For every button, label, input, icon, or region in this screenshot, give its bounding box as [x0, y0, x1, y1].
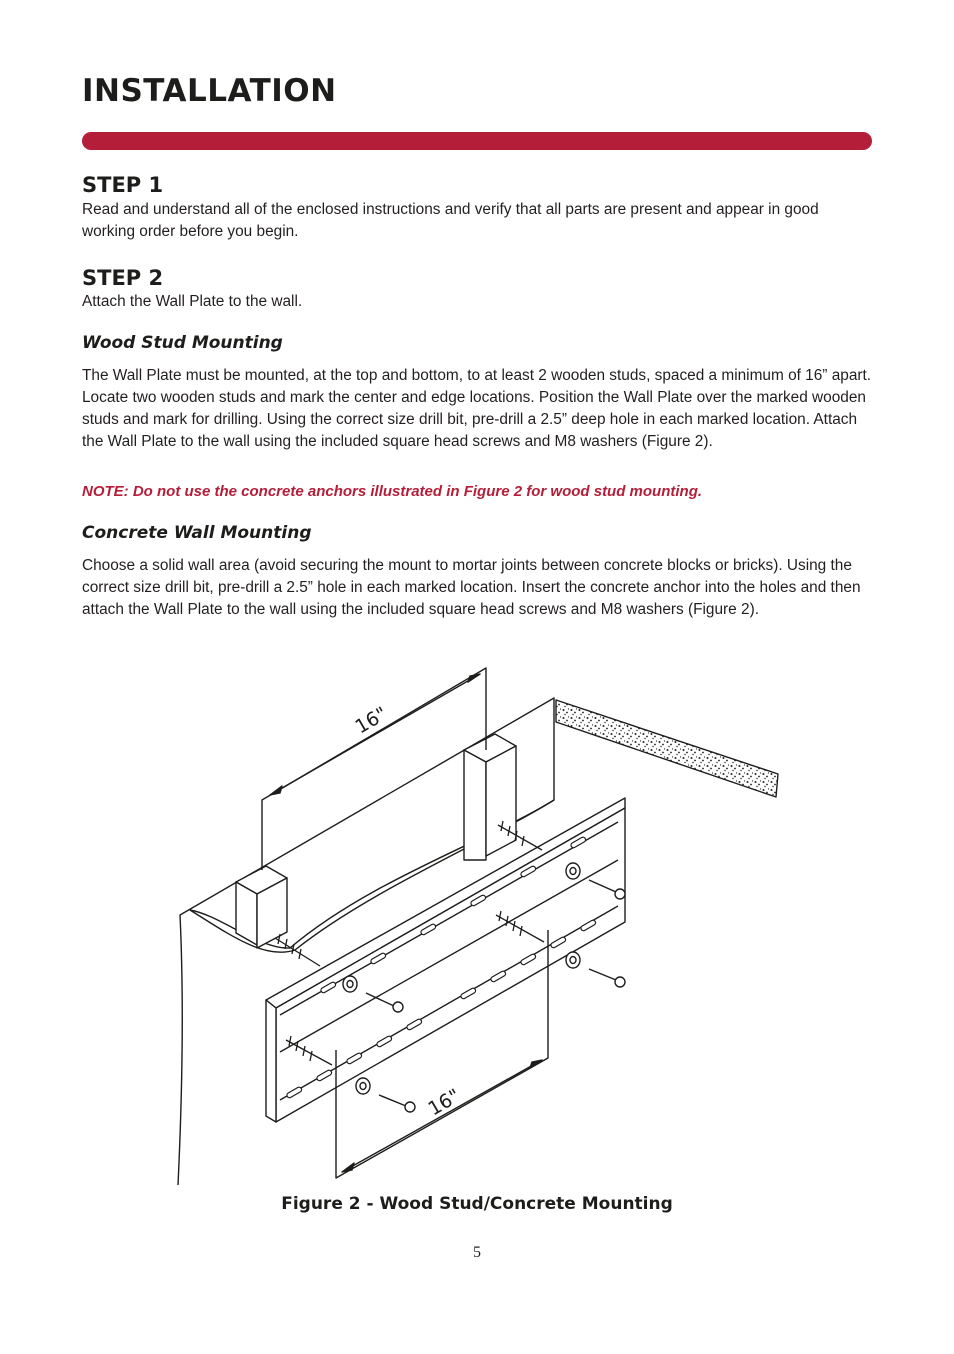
concrete-wall-section [556, 700, 778, 797]
figure-caption: Figure 2 - Wood Stud/Concrete Mounting [281, 1194, 673, 1214]
dimension-label-top: 16" [351, 702, 392, 739]
wood-stud-text: The Wall Plate must be mounted, at the top and bottom, to at least 2 wooden studs, spaced a minimum of 16” apart. Locate two wooden studs and mark the center and edge locations. Position the Wall Plate over the marked wooden studs and mark for drilling. Using the correct size drill bit, pre-drill a 2.5” deep hole in each marked location. Attach the Wall Plate to the wall using the included square head screws and M8 washers (Figure 2). [82, 367, 872, 450]
dimension-label-bottom: 16" [424, 1084, 465, 1121]
wood-stud-heading: Wood Stud Mounting [82, 333, 283, 353]
wood-stud-note: NOTE: Do not use the concrete anchors illustrated in Figure 2 for wood stud mounting. [82, 483, 703, 500]
step1-heading: STEP 1 [82, 173, 164, 197]
wall-plate-mounting-illustration [170, 660, 790, 1190]
dimension-top [262, 668, 486, 870]
concrete-wall-heading: Concrete Wall Mounting [82, 523, 312, 543]
step2-intro: Attach the Wall Plate to the wall. [82, 293, 303, 310]
page-number: 5 [473, 1244, 481, 1261]
step1-text: Read and understand all of the enclosed instructions and verify that all parts are present and appear in good working order before you begin. [82, 201, 819, 240]
step2-heading: STEP 2 [82, 266, 164, 290]
page-title: INSTALLATION [82, 73, 337, 109]
concrete-wall-text: Choose a solid wall area (avoid securing the mount to mortar joints between concrete blocks or bricks). Using the correct size drill bit, pre-drill a 2.5” hole in each marked location. Insert the concrete anchor into the holes and then attach the Wall Plate to the wall using the included square head screws and M8 washers (Figure 2). [82, 557, 861, 618]
title-divider-bar [82, 132, 872, 150]
wood-stud-right [464, 734, 516, 860]
